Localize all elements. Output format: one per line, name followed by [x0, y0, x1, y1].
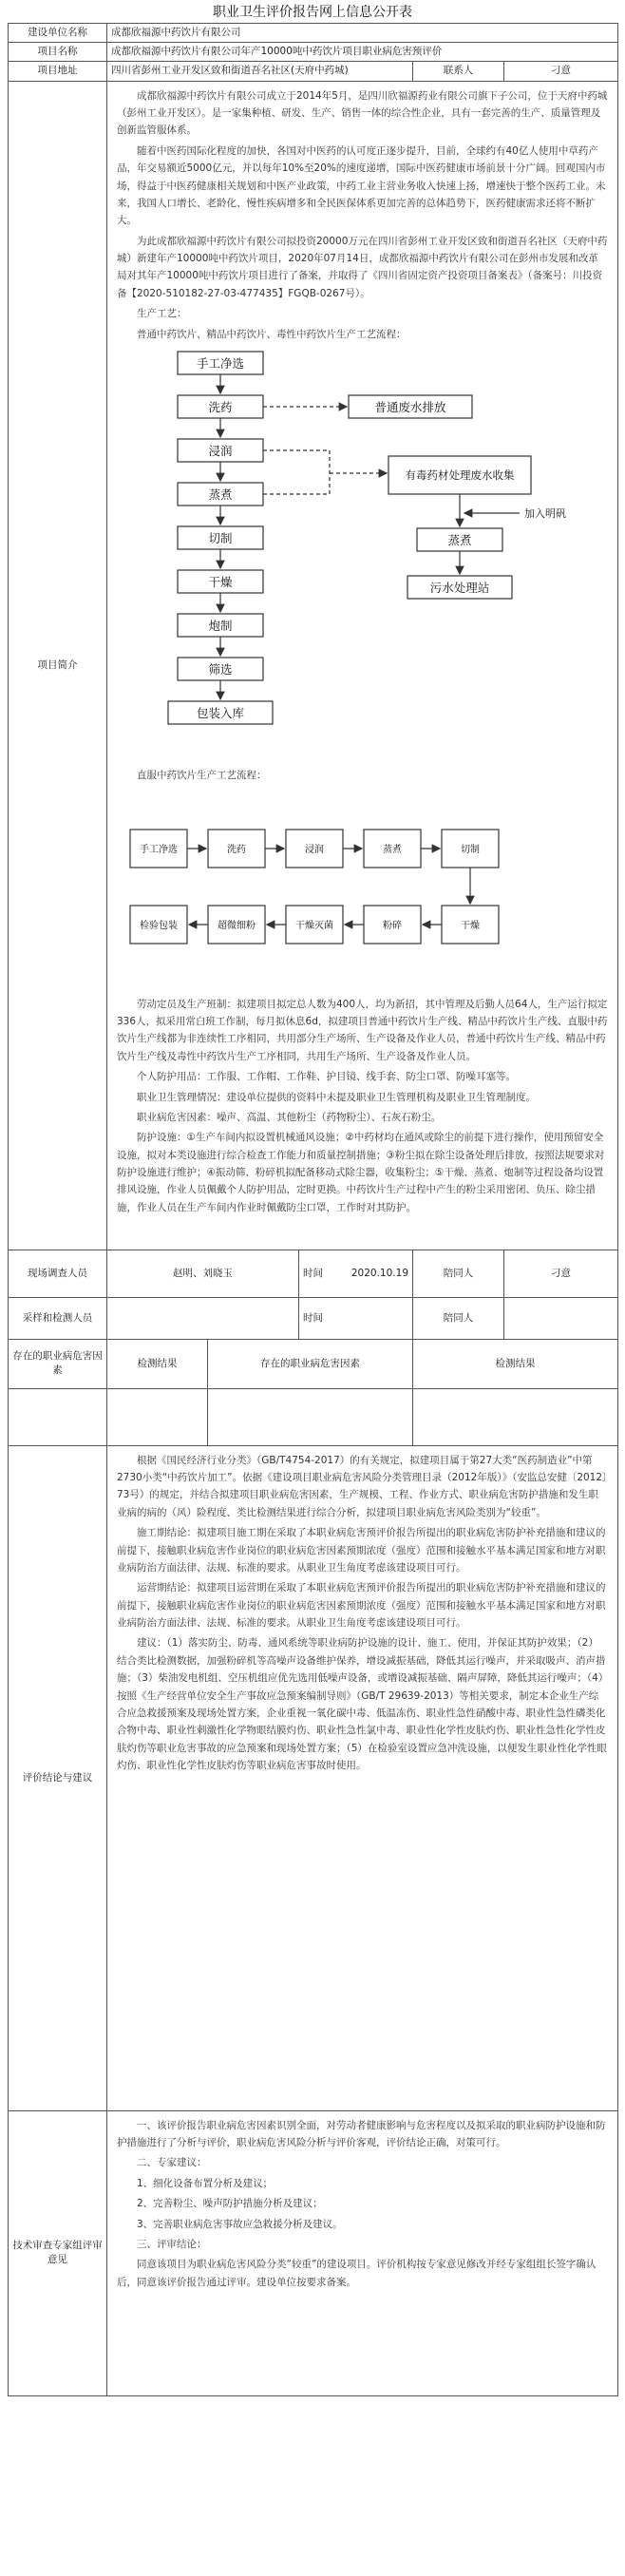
page-title: 职业卫生评价报告网上信息公开表 [213, 5, 412, 20]
flowchart-2 [124, 792, 542, 982]
hazards-result-label-2: 检测结果 [413, 1339, 618, 1388]
survey-escort-label: 陪同人 [413, 1250, 504, 1297]
expert-label: 技术审查专家组评审意见 [9, 2110, 107, 2395]
info-table [8, 23, 618, 2396]
summary-content [107, 81, 618, 1250]
f1-text-1: 手工净选 [196, 355, 245, 371]
summary-p1: 成都欣福源中药饮片有限公司成立于2014年5月，是四川欣福源药业有限公司旗下子公司，位于天府中药城（彭州工业开发区）。是一家集种植、研发、生产、销售一体的综合性企业，具有一套完善的生产、质量管理及创新监管服体系。 [117, 89, 608, 137]
f1-text-6: 干燥 [208, 574, 233, 589]
row-expert [9, 2110, 618, 2395]
sampling-time-label: 时间 [299, 1297, 413, 1339]
f2-text-9: 超微细粉 [218, 920, 256, 931]
f1-waste-text-3: 加入明矾 [524, 506, 566, 520]
f2-text-7: 粉碎 [383, 920, 402, 931]
hazards-result-label: 检测结果 [107, 1339, 208, 1388]
f1-text-7: 炮制 [208, 618, 233, 633]
expert-p7: 同意该项目为职业病危害风险分类“较重”的建设项目。评价机构按专家意见修改并经专家组组长签字确认后，同意该评价报告通过评审。建设单位按要求备案。 [117, 2259, 597, 2288]
summary-p7: 劳动定员及生产班制：拟建项目拟定总人数为400人，均为新招，其中管理及后勤人员64人，生产运行拟定336人，拟采用常白班工作制，每月拟休息6d，拟建项目普通中药饮片生产线、精品中药饮片生产线、直服中药饮片生产线都为非连续性工序相同，共用部分生产场所、生产设备及作业人员，普通中药饮片生产线、精品中药饮片生产线及毒性中药饮片生产工序相同，共用生产场所、生产设备及作业人员。 [117, 998, 608, 1062]
summary-p3: 为此成都欣福源中药饮片有限公司拟投资20000万元在四川省彭州工业开发区致和街道吾名社区（天府中药城）新建年产10000吨中药饮片项目，2020年07月14日，成都欣福源中药饮片有限公司在彭州市发展和改革局对其年产10000吨中药饮片项目进行了备案，并取得了《四川省固定资产投资项目备案表》（备案号：川投资备【2020-510182-27-03-477435】FGQB-0267号）。 [117, 235, 608, 299]
contact-label: 联系人 [413, 62, 504, 81]
summary-p11: 防护设施：①生产车间内拟设置机械通风设施；②中药材均在通风或除尘的前提下进行操作，使用预留安全设施，拟对本类设施进行综合检查工作能力和质量控制措施；③粉尘拟在除尘设备处理后排放，按照法规要求对防护设施进行维护；④振动筛、粉碎机拟配备移动式除尘器，收集粉尘；⑤干燥、蒸煮、炮制等过程设备均设置排风设施，作业人员佩戴个人防护用品，定时更换。中药饮片生产过程中产生的粉尘采用密闭、负压、除尘措施，作业人员在生产车间内作业时佩戴防尘口罩，工作时对其防护。 [117, 1132, 605, 1213]
f1-text-5: 切制 [208, 530, 233, 545]
f1-waste-text-1: 普通废水排放 [374, 399, 446, 414]
address-label: 项目地址 [9, 62, 107, 81]
f1-waste-text-5: 污水处理站 [429, 580, 490, 595]
summary-p10: 职业病危害因素：噪声、高温、其他粉尘（药物粉尘）、石灰石粉尘。 [137, 1111, 442, 1123]
survey-label: 现场调查人员 [9, 1250, 107, 1297]
f1-waste-text-4: 蒸煮 [447, 532, 472, 547]
expert-p1: 一、该评价报告职业病危害因素识别全面，对劳动者健康影响与危害程度以及拟采取的职业病防护设施和防护措施进行了分析与评价，职业病危害风险分析与评价客观，评价结论正确，对策可行。 [117, 2119, 606, 2149]
summary-label: 项目简介 [9, 81, 107, 1250]
expert-p3: 1、细化设备布置分析及建议； [137, 2177, 274, 2189]
contact-value: 刁意 [504, 62, 618, 81]
f1-waste-text-2: 有毒药材处理废水收集 [405, 467, 515, 482]
conclusion-p4: 建议：（1）落实防尘、防毒、通风系统等职业病防护设施的设计、施工、使用，并保证其防护效果；（2）结合类比检测数据，加强粉碎机等高噪声设备维护保养，增设减振基础，降低其运行噪声，并采取吸声、消声措施；（3）柴油发电机组、空压机组应优先选用低噪声设备，或增设减振基础、隔声屏障，降低其运行噪声；（4）按照《生产经营单位安全生产事故应急预案编制导则》（GB/T 29639-2013）等相关要求，制定本企业生产综合应急救援预案及现场处置方案，企业重视一氧化碳中毒、低温冻伤、职业性急性硝酸中毒、职业性急性磷类化合物中毒、职业性刺激性化学物眼结膜灼伤、职业性急性氯中毒、职业性化学性皮肤灼伤、职业性急性化学性皮肤灼伤等职业危害事故的应急预案和现场处置方案；（5）在检验室设置应急冲洗设施，以便发生职业性化学性眼灼伤、职业性化学性皮肤灼伤等职业病危害事故时使用。 [117, 1637, 607, 1772]
address-value: 四川省彭州工业开发区致和街道吾名社区(天府中药城) [107, 62, 413, 81]
row-hazards [9, 1339, 618, 1388]
flowchart-1 [121, 350, 615, 754]
row-unit [9, 24, 618, 43]
f1-text-4: 蒸煮 [208, 487, 233, 502]
f2-text-2: 洗药 [227, 844, 246, 855]
summary-p5: 普通中药饮片、精品中药饮片、毒性中药饮片生产工艺流程： [137, 328, 407, 340]
f2-text-1: 手工净选 [140, 844, 178, 855]
sampling-escort-label: 陪同人 [413, 1297, 504, 1339]
conclusion-p3: 运营期结论：拟建项目运营期在采取了本职业病危害预评价报告所提出的职业病危害防护补充措施和建议的前提下，接触职业病危害作业岗位的职业病危害因素预期浓度（强度）范围和接触水平基本满足国家和地方对职业病防治方面法律、法规、标准的要求。从职业卫生角度考虑该建设项目可行。 [117, 1582, 606, 1630]
row-survey [9, 1250, 618, 1297]
hazards-label-2: 存在的职业病危害因素 [208, 1339, 413, 1388]
survey-escort-value: 刁意 [504, 1250, 618, 1297]
unit-value: 成都欣福源中药饮片有限公司 [107, 24, 618, 43]
f2-text-4: 蒸煮 [383, 844, 402, 855]
expert-p4: 2、完善粉尘、噪声防护措施分析及建议； [137, 2198, 323, 2210]
summary-p2: 随着中医药国际化程度的加快，各国对中医药的认可度正逐步提升，目前，全球约有40亿人使用中草药产品，年交易额近5000亿元，并以每年10%至20%的速度递增，国际中医药健康市场前景十分广阔。回观国内市场，得益于中医药健康相关规划和中医产业政策，中药工业主营业务收入快速上扬，增速快于整个医药工业。未来，我国人口增长、老龄化、慢性疾病增多和全民医保体系更加完善的总体趋势下，医药健康需求还将不断扩大。 [117, 144, 606, 227]
conclusion-p2: 施工期结论：拟建项目施工期在采取了本职业病危害预评价报告所提出的职业病危害防护补充措施和建议的前提下，接触职业病危害作业岗位的职业病危害因素预期浓度（强度）范围和接触水平基本满足国家和地方对职业病防治方面法律、法规、标准的要求。从职业卫生角度考虑该建设项目可行。 [117, 1527, 606, 1574]
f2-text-6: 干燥 [461, 920, 480, 931]
f1-text-2: 洗药 [208, 399, 233, 414]
f1-text-9: 包装入库 [196, 705, 245, 720]
hazards-label: 存在的职业病危害因素 [9, 1339, 107, 1388]
f1-text-8: 筛选 [208, 661, 233, 677]
f2-text-10: 检验包装 [140, 920, 178, 931]
row-conclusion [9, 1445, 618, 2110]
f2-text-5: 切制 [461, 844, 480, 855]
f1-text-3: 浸润 [208, 443, 233, 458]
expert-p2: 二、专家建议： [137, 2157, 207, 2169]
summary-p4: 生产工艺： [137, 308, 187, 320]
expert-p6: 三、评审结论： [137, 2238, 207, 2250]
row-summary [9, 81, 618, 1250]
conclusion-p1: 根据《国民经济行业分类》（GB/T4754-2017）的有关规定，拟建项目属于第27大类“医药制造业”中第2730小类“中药饮片加工”。依据《建设项目职业病危害风险分类管理目录（2012年版）》（安监总安健〔2012〕73号）的规定，并结合拟建项目职业病危害因素，生产规模、工程、作业方式、职业病危害防护措施和发生职业病的病的（风）险程度、类比检测结果进行综合分析，拟建项目职业病危害风险类别为“较重”。 [117, 1454, 608, 1518]
row-project [9, 43, 618, 62]
summary-p6: 直服中药饮片生产工艺流程： [137, 770, 267, 782]
f2-text-8: 干燥灭菌 [295, 920, 333, 931]
sampling-label: 采样和检测人员 [9, 1297, 107, 1339]
f2-text-3: 浸润 [305, 844, 324, 855]
row-sampling [9, 1297, 618, 1339]
row-hazards-empty [9, 1388, 618, 1445]
survey-time-value: 2020.10.19 [350, 1267, 408, 1279]
row-address [9, 62, 618, 81]
survey-people: 赵明、刘晓玉 [107, 1250, 299, 1297]
unit-label: 建设单位名称 [9, 24, 107, 43]
conclusion-label: 评价结论与建议 [9, 1445, 107, 2110]
summary-p9: 职业卫生管理情况：建设单位提供的资料中未提及职业卫生管理机构及职业卫生管理制度。 [137, 1091, 536, 1103]
survey-time-label: 时间 [303, 1267, 323, 1279]
expert-p5: 3、完善职业病危害事故应急救援分析及建议。 [137, 2218, 343, 2230]
summary-p8: 个人防护用品：工作服、工作帽、工作鞋、护目镜、线手套、防尘口罩、防噪耳塞等。 [137, 1071, 516, 1083]
project-label: 项目名称 [9, 43, 107, 62]
project-value: 成都欣福源中药饮片有限公司年产10000吨中药饮片项目职业病危害预评价 [107, 43, 618, 62]
